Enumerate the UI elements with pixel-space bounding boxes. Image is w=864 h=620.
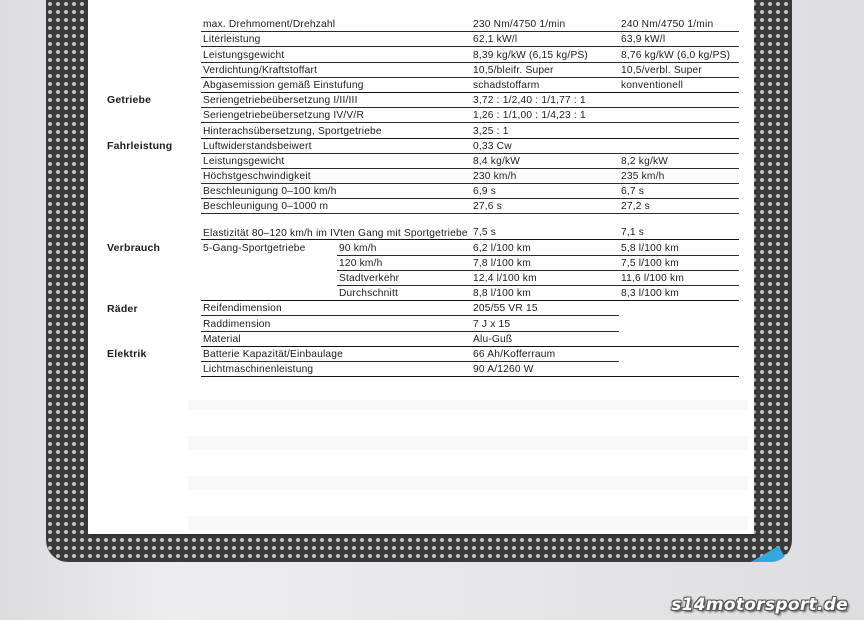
- spec-row: [105, 153, 739, 168]
- spec-value-1: 230 km/h: [471, 168, 619, 183]
- spec-value-1: 0,33 Cw: [471, 138, 619, 153]
- spec-row: [105, 331, 739, 346]
- spec-value-2: [619, 92, 739, 107]
- spec-value-2: [619, 123, 739, 138]
- consumption-condition: 120 km/h: [337, 255, 471, 270]
- spec-value-1: 230 Nm/4750 1/min: [471, 17, 619, 32]
- spec-value-1: 12,4 l/100 km: [471, 270, 619, 285]
- spec-value-2: 63,9 kW/l: [619, 32, 739, 47]
- spec-row: [105, 184, 739, 199]
- spec-item: Leistungsgewicht: [201, 153, 471, 168]
- spec-value-2: 7,1 s: [619, 214, 739, 240]
- spec-item: Höchstgeschwindigkeit: [201, 168, 471, 183]
- spec-row: [105, 286, 739, 301]
- spec-value-1: 7,8 l/100 km: [471, 255, 619, 270]
- spec-value-1: schadstoffarm: [471, 77, 619, 92]
- spec-row: [105, 168, 739, 183]
- spec-value-2: 8,3 l/100 km: [619, 286, 739, 301]
- consumption-condition: Stadtverkehr: [337, 270, 471, 285]
- spec-value-2: 6,7 s: [619, 184, 739, 199]
- category-label: Verbrauch: [107, 241, 161, 254]
- spec-item: Abgasemission gemäß Einstufung: [201, 77, 471, 92]
- spec-row: [105, 32, 739, 47]
- category-label: [105, 17, 201, 92]
- spec-value-1: 7,5 s: [471, 214, 619, 240]
- spec-item: Reifendimension: [201, 301, 471, 316]
- spec-row: [105, 138, 739, 153]
- spec-row: [105, 47, 739, 62]
- category-label: Getriebe: [107, 94, 152, 107]
- spec-value-1: 90 A/1260 W: [471, 361, 619, 376]
- m-stripe-light-blue: [588, 546, 792, 562]
- consumption-condition: Durchschnitt: [337, 286, 471, 301]
- spec-item: Verdichtung/Kraftstoffart: [201, 62, 471, 77]
- empty-cell: [201, 286, 337, 301]
- spec-value-2: 5,8 l/100 km: [619, 240, 739, 255]
- spec-item: Raddimension: [201, 316, 471, 331]
- empty-cell: [201, 270, 337, 285]
- spec-value-1: 3,72 : 1/2,40 : 1/1,77 : 1: [471, 92, 619, 107]
- spec-value-1: 205/55 VR 15: [471, 301, 619, 316]
- spec-value-2: 240 Nm/4750 1/min: [619, 17, 739, 32]
- spec-item: Elastizität 80–120 km/h im IVten Gang mit Sportgetriebe: [201, 214, 471, 240]
- spec-item: max. Drehmoment/Drehzahl: [201, 17, 471, 32]
- spec-row: [105, 346, 739, 361]
- spec-value-1: 6,2 l/100 km: [471, 240, 619, 255]
- spec-item: Hinterachsübersetzung, Sportgetriebe: [201, 123, 471, 138]
- spec-value-1: 6,9 s: [471, 184, 619, 199]
- spec-value-1: 7 J x 15: [471, 316, 619, 331]
- spec-value-2: 10,5/verbl. Super: [619, 62, 739, 77]
- spec-row: [105, 108, 739, 123]
- spec-row: [105, 214, 739, 240]
- spec-item: Seriengetriebeübersetzung I/II/III: [201, 92, 471, 107]
- spec-value-1: 1,26 : 1/1,00 : 1/4,23 : 1: [471, 108, 619, 123]
- spec-item: Leistungsgewicht: [201, 47, 471, 62]
- spec-row: [105, 255, 739, 270]
- site-watermark: s14motorsport.de: [671, 595, 848, 615]
- spec-row: [105, 361, 739, 376]
- spec-row: [105, 17, 739, 32]
- spec-row: [105, 77, 739, 92]
- spec-row: [105, 92, 739, 107]
- spec-value-2: 8,76 kg/kW (6,0 kg/PS): [619, 47, 739, 62]
- empty-cell: [619, 346, 739, 361]
- empty-cell: [619, 316, 739, 331]
- spec-item: Beschleunigung 0–1000 m: [201, 199, 471, 214]
- spec-row: [105, 199, 739, 214]
- spec-row: [105, 123, 739, 138]
- spec-value-1: 66 Ah/Kofferraum: [471, 346, 619, 361]
- spec-value-1: 27,6 s: [471, 199, 619, 214]
- category-label: Räder: [107, 302, 138, 315]
- spec-row: [105, 270, 739, 285]
- spec-item: Lichtmaschinenleistung: [201, 361, 471, 376]
- spec-sheet-page: [88, 0, 754, 534]
- spec-value-2: 7,5 l/100 km: [619, 255, 739, 270]
- empty-cell: [619, 301, 739, 316]
- spec-value-2: 8,2 kg/kW: [619, 153, 739, 168]
- spec-value-1: 3,25 : 1: [471, 123, 619, 138]
- spec-row: [105, 62, 739, 77]
- spec-value-2: konventionell: [619, 77, 739, 92]
- empty-cell: [201, 255, 337, 270]
- spec-value-2: 235 km/h: [619, 168, 739, 183]
- spec-value-2: 27,2 s: [619, 199, 739, 214]
- spec-value-1: 8,8 l/100 km: [471, 286, 619, 301]
- consumption-condition: 90 km/h: [337, 240, 471, 255]
- spec-row: [105, 240, 739, 255]
- spec-item: Seriengetriebeübersetzung IV/V/R: [201, 108, 471, 123]
- spec-value-2: 11,6 l/100 km: [619, 270, 739, 285]
- category-label: Fahrleistung: [107, 140, 173, 152]
- spec-value-1: Alu-Guß: [471, 331, 619, 346]
- spec-item: Literleistung: [201, 32, 471, 47]
- spec-value-2: [619, 108, 739, 123]
- spec-item: Material: [201, 331, 471, 346]
- empty-cell: [619, 361, 739, 376]
- spec-value-1: 62,1 kW/l: [471, 32, 619, 47]
- show-through-ghost-text: [188, 400, 748, 530]
- spec-value-1: 8,39 kg/kW (6,15 kg/PS): [471, 47, 619, 62]
- category-label: Elektrik: [107, 348, 147, 361]
- spec-item: Batterie Kapazität/Einbaulage: [201, 346, 471, 361]
- spec-value-1: 8,4 kg/kW: [471, 153, 619, 168]
- spec-value-2: [619, 138, 739, 153]
- spec-table: [105, 17, 739, 377]
- spec-row: [105, 301, 739, 316]
- empty-cell: [619, 331, 739, 346]
- spec-item: Luftwiderstandsbeiwert: [201, 138, 471, 153]
- spec-item: Beschleunigung 0–100 km/h: [201, 184, 471, 199]
- gearbox-label: 5-Gang-Sportgetriebe: [203, 243, 306, 255]
- spec-value-1: 10,5/bleifr. Super: [471, 62, 619, 77]
- spec-row: [105, 316, 739, 331]
